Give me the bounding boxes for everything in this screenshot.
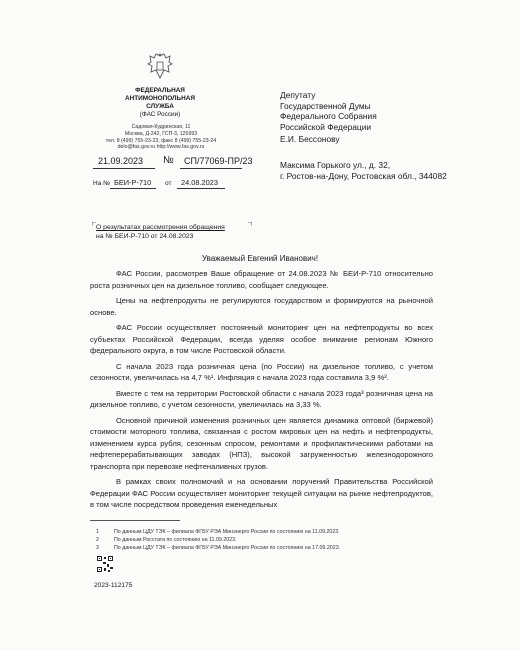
reference-label: На № [93,180,111,187]
footnote-text: По данным Росстата по состоянию на 11.09.2023. [114,537,237,544]
footnote-text: По данным ЦДУ ТЭК – филиала ФГБУ РЭА Минэнерго России по состоянию на 17.09.2023. [114,545,341,552]
address-line: Максима Горького ул., д. 32, [280,160,391,170]
reference-number: БЕИ-Р-710 [114,178,152,187]
body-paragraph: ФАС России осуществляет постоянный мониторинг цен на нефтепродукты во всех субъектах Российской Федерации, всегда уделяя особое внимание регионам Южного федерального округа, в том числе Ростовской области. [90,323,433,355]
footnotes [96,528,340,553]
from-label: от [165,180,172,187]
divider [177,188,225,189]
subject [96,224,225,241]
body-paragraph: Цены на нефтепродукты не регулируются государством и формируются на рыночной основе. [90,296,433,317]
document-number: 2023-112175 [94,582,133,589]
divider [110,188,156,189]
footnote-number: 3 [96,545,99,552]
qr-code-icon [96,555,114,573]
body-paragraph: Вместе с тем на территории Ростовской области с начала 2023 года³ розничная цена на дизельное топливо, с учетом сезонности, увеличилась на 3,33 %. [90,388,433,409]
footnote [96,528,340,536]
footnote-divider [90,520,180,521]
body-paragraph: С начала 2023 года розничная цена (по России) на дизельное топливо, с учетом сезонности, увеличилась на 4,7 %¹. Инфляция с начала 2023 года составила 3,9 %². [90,361,433,382]
address-line: Москва, Д-242, ГСП-3, 125993 [124,130,198,137]
sender-organization [105,87,215,119]
recipient-title: Депутату [280,90,316,100]
recipient-name: Е.И. Бессонову [280,134,340,144]
sender-short-name: (ФАС России) [139,111,181,118]
registration-date: 21.09.2023 [98,156,144,166]
recipient-block [280,90,377,132]
address-line: тел. 8 (499) 755-23-23, факс 8 (499) 755-23-24 [105,137,217,144]
recipient-address [280,160,447,182]
coat-of-arms-icon [146,52,174,82]
footnote [96,544,340,552]
registration-number: СП/77069-ПР/23 [184,156,253,166]
body-paragraph: ФАС России, рассмотрев Ваше обращение от 24.08.2023 № БЕИ-Р-710 относительно роста розничных цен на дизельное топливо, сообщает следующее. [90,269,433,290]
divider [93,168,155,169]
address-line: Садовая-Кудринская, 11 [131,124,191,130]
body-paragraph: Основной причиной изменения розничных цен является динамика оптовой (биржевой) стоимости моторного топлива, связанная с ростом мировых цен на нефть и нефтепродукты, изменением курса рубля, сезонным спросом, ремонтами и профилактическими работами на нефтеперерабатывающих заводах (НПЗ), высокой загруженностью железнодорожного транспорта при перевозке нефтеналивных грузов. [90,415,433,471]
sender-name-line: СЛУЖБА [146,103,174,110]
body-paragraph: В рамках своих полномочий и на основании поручений Правительства Российской Федерации ФАС России осуществляет мониторинг текущей ситуации на рынке нефтепродуктов, в том числе посредством проведения еженедельных [90,477,433,509]
sender-address [86,124,236,151]
recipient-title: Федерального Собрания [280,111,377,122]
reference-date: 24.08.2023 [181,178,218,187]
address-line: delo@fas.gov.ru http://www.fas.gov.ru [117,144,205,151]
subject-line: О результатах рассмотрения обращения [96,224,225,231]
recipient-title: Государственной Думы [280,100,371,111]
footnote-number: 1 [96,529,99,535]
divider [180,168,242,169]
footnote-text: По данным ЦДУ ТЭК – филиала ФГБУ РЭА Минэнерго России по состоянию на 11.09.2023. [114,529,340,535]
sender-name-line: АНТИМОНОПОЛЬНАЯ [125,95,195,102]
subject-line: на № БЕИ-Р-710 от 24.08.2023 [96,232,194,240]
address-line: г. Ростов-на-Дону, Ростовская обл., 344082 [280,171,447,181]
footnote-number: 2 [96,537,99,544]
greeting: Уважаемый Евгений Иванович! [201,254,319,263]
sender-name-line: ФЕДЕРАЛЬНАЯ [135,87,185,94]
number-sign: № [163,155,174,166]
footnote [96,536,340,544]
letter-body [90,268,433,515]
recipient-title: Российской Федерации [280,121,372,132]
